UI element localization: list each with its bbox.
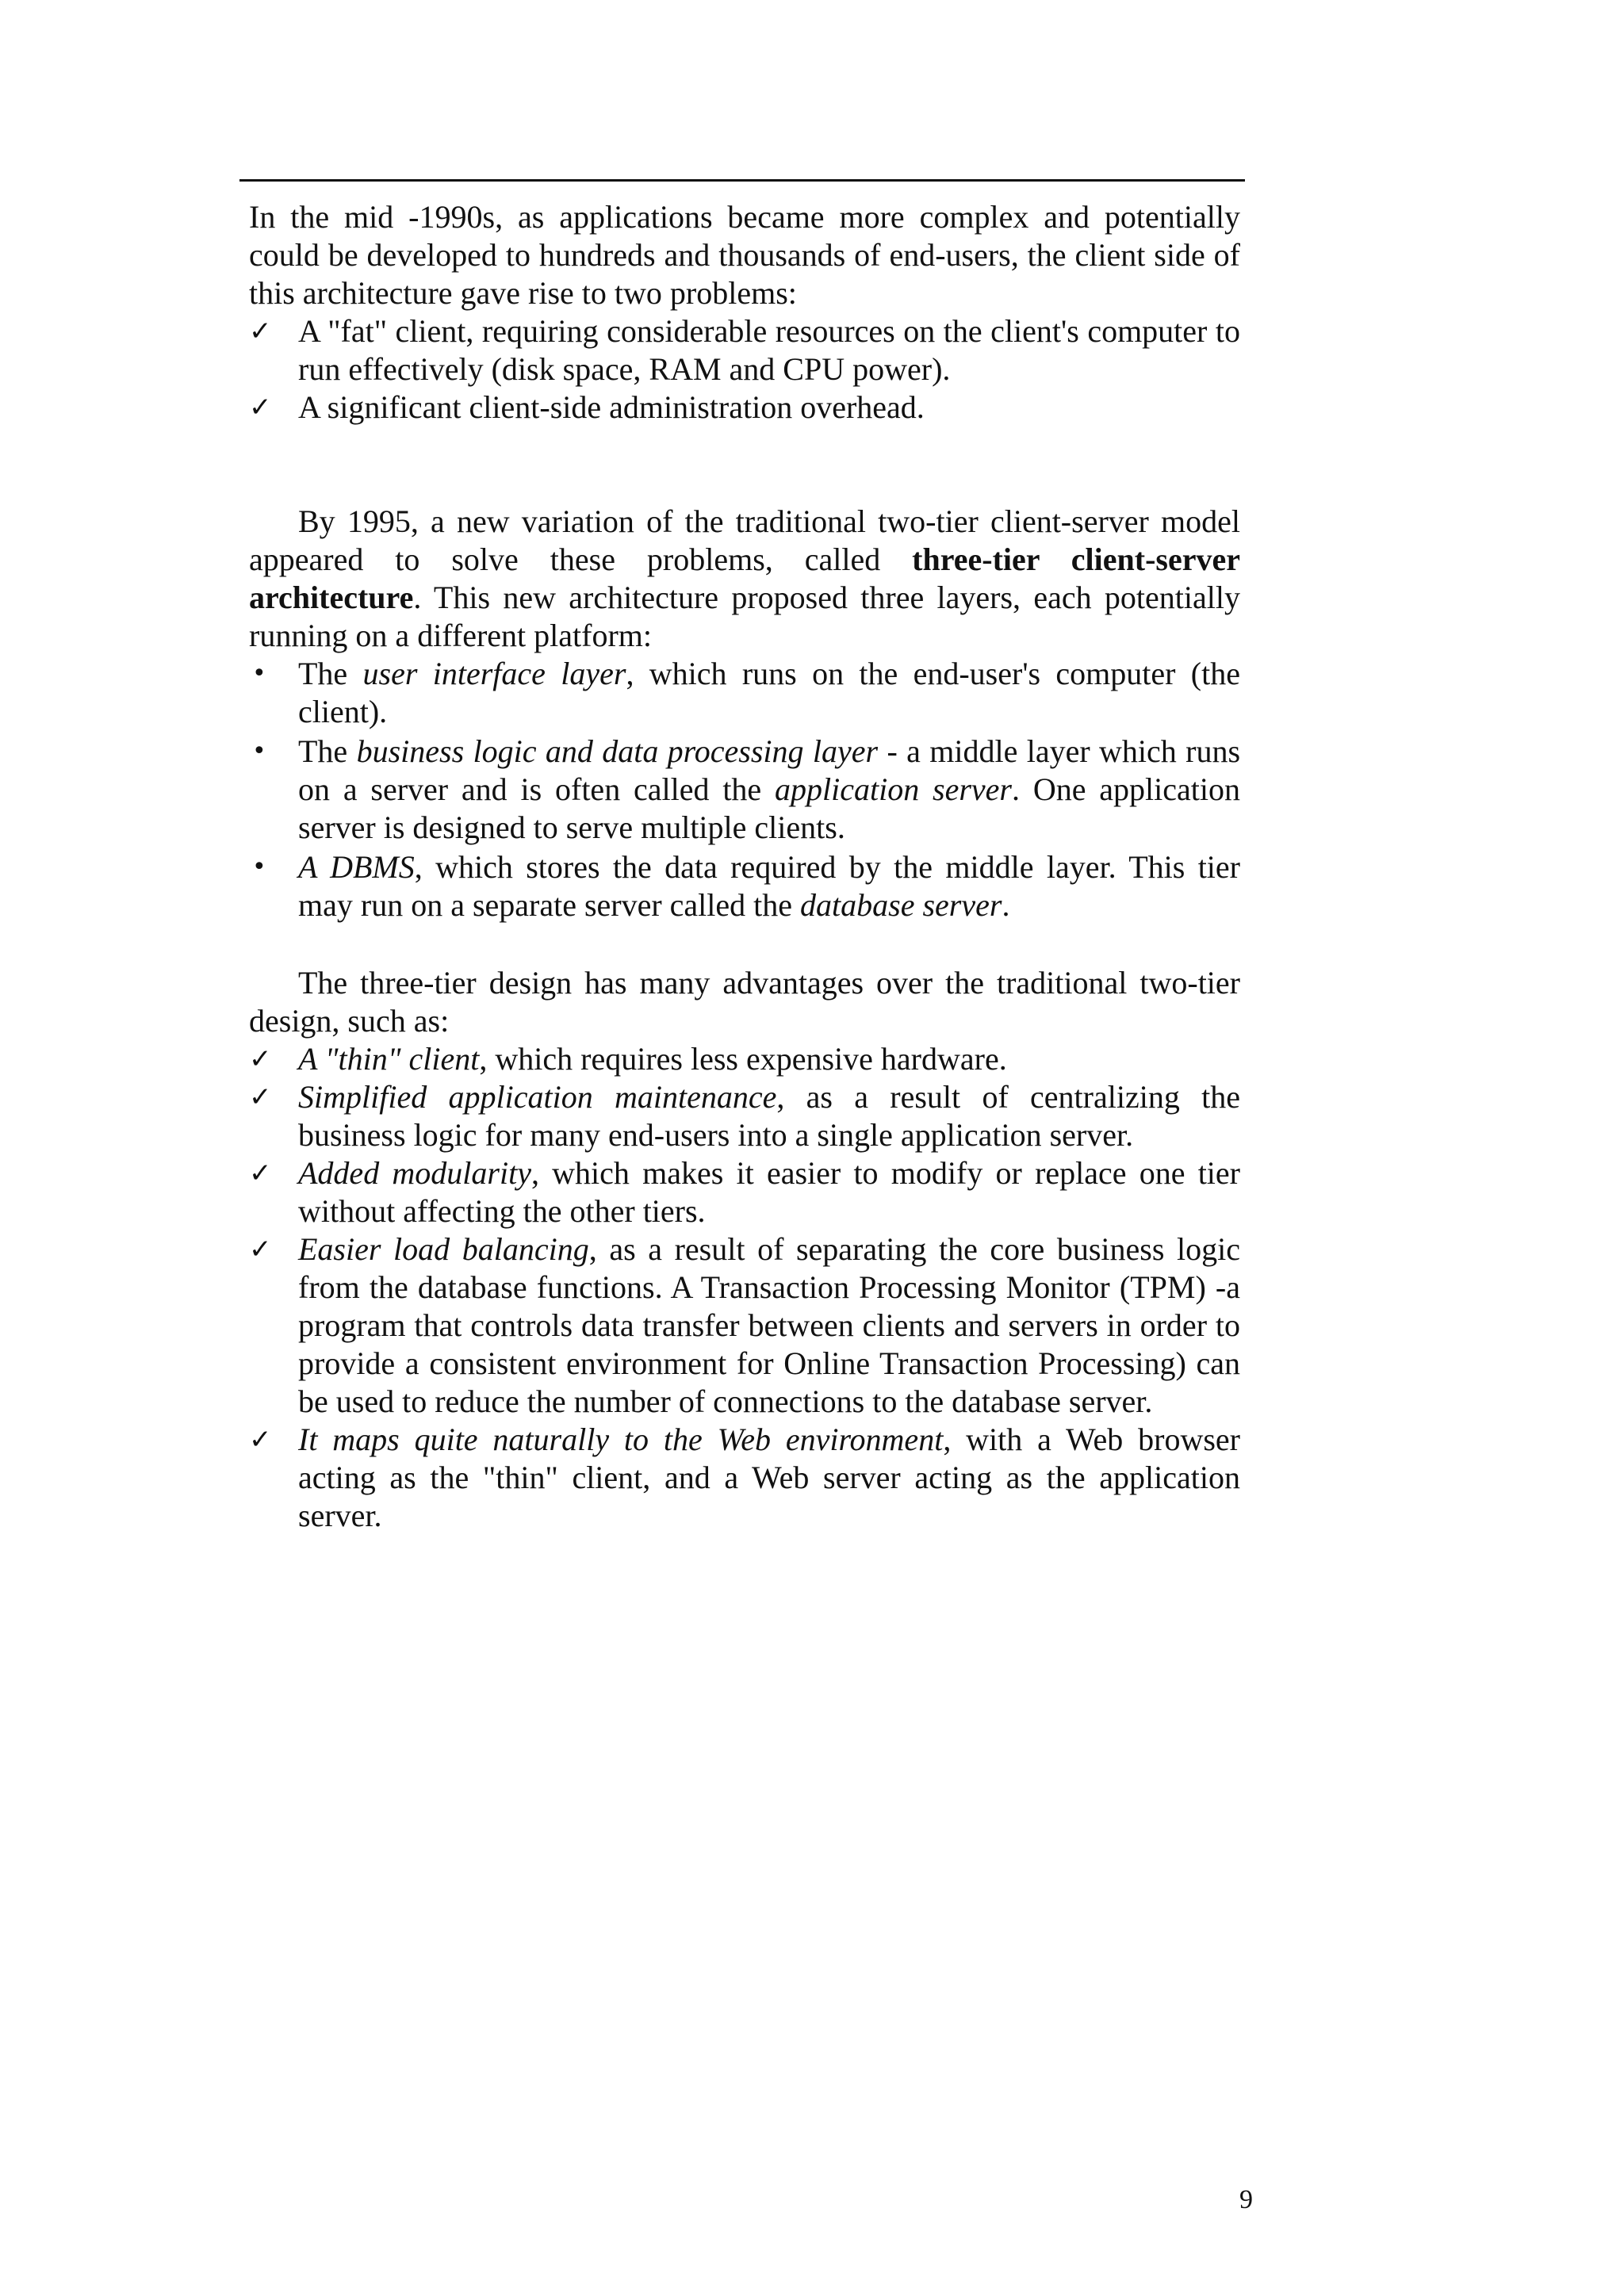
list-item [249, 655, 1240, 731]
advantages-list [249, 1040, 1240, 1535]
intro-paragraph: In the mid -1990s, as applications became more complex and potentially could be developed to hundreds and thousands of end-users, the client side of this architecture gave rise to two problems: [249, 199, 1240, 311]
spacer [249, 926, 1240, 964]
advantage-text [298, 1155, 1240, 1229]
italic-term: Added modularity [298, 1155, 531, 1191]
list-item [249, 312, 1240, 388]
page-number: 9 [1239, 2185, 1253, 2214]
three-tier-paragraph [249, 503, 1240, 655]
advantage-text [298, 1231, 1240, 1419]
problems-list [249, 312, 1240, 427]
text-run: . [1002, 887, 1010, 923]
advantage-text [298, 1041, 1007, 1077]
text-run: , which runs on the end-user's computer (the client). [298, 656, 1240, 729]
layer-text [298, 849, 1240, 923]
list-item [249, 1421, 1240, 1535]
advantages-intro: The three-tier design has many advantages over the traditional two-tier design, such as: [249, 965, 1240, 1039]
problem-text: A significant client-side administration overhead. [298, 389, 925, 425]
list-item [249, 1078, 1240, 1154]
checkmark-icon: ✓ [249, 316, 272, 347]
italic-term: business logic and data processing layer [356, 733, 879, 769]
bullet-icon: • [252, 660, 266, 687]
spacer [249, 427, 1240, 503]
bold-term: three-tier client-server architecture [249, 541, 1240, 615]
list-item [249, 1154, 1240, 1230]
text-run: , with a Web browser acting as the "thin" client, and a Web server acting as the application server. [298, 1422, 1241, 1533]
text-run: The [298, 656, 363, 691]
checkmark-icon: ✓ [249, 1158, 272, 1189]
layers-list [249, 655, 1240, 924]
advantage-text [298, 1079, 1240, 1153]
italic-term: application server [775, 771, 1013, 807]
checkmark-icon: ✓ [249, 1424, 272, 1456]
text-run: - a middle layer which runs on a server and is often called the [298, 733, 1241, 807]
checkmark-icon: ✓ [249, 392, 272, 423]
problem-text: A "fat" client, requiring considerable resources on the client's computer to run effectively (disk space, RAM and CPU power). [298, 313, 1240, 387]
italic-term: It maps quite naturally to the Web environment [298, 1422, 944, 1457]
text-run: , which requires less expensive hardware. [479, 1041, 1007, 1077]
list-item [249, 388, 1240, 427]
layer-text [298, 656, 1240, 729]
paragraph-text: . This new architecture proposed three layers, each potentially running on a different platform: [249, 580, 1240, 653]
advantage-text [298, 1422, 1240, 1533]
paragraph-text: By 1995, a new variation of the traditional two-tier client-server model appeared to solve these problems, called [249, 503, 1240, 577]
text-run: The [298, 733, 357, 769]
italic-term: A "thin" client [298, 1041, 480, 1077]
text-run: , as a result of separating the core business logic from the database functions. A Transaction Processing Monitor (TPM) -a program that controls data transfer between clients and servers in order to provide a consistent environment for Online Transaction Processing) can be used to reduce the number of connections to the database server. [298, 1231, 1240, 1419]
layer-text [298, 733, 1240, 845]
italic-term: database server [800, 887, 1002, 923]
italic-term: user interface layer [362, 656, 626, 691]
italic-term: Simplified application maintenance [298, 1079, 777, 1115]
page-content [249, 198, 1240, 1535]
bullet-icon: • [252, 853, 266, 881]
italic-term: A DBMS [298, 849, 415, 885]
checkmark-icon: ✓ [249, 1081, 272, 1113]
header-rule [239, 179, 1245, 182]
list-item [249, 733, 1240, 847]
italic-term: Easier load balancing [298, 1231, 589, 1267]
text-run: . One application server is designed to serve multiple clients. [298, 771, 1241, 845]
text-run: , which makes it easier to modify or replace one tier without affecting the other tiers. [298, 1155, 1240, 1229]
checkmark-icon: ✓ [249, 1043, 272, 1075]
bullet-icon: • [252, 737, 266, 765]
checkmark-icon: ✓ [249, 1234, 272, 1265]
list-item [249, 1040, 1240, 1078]
text-run: , as a result of centralizing the business logic for many end-users into a single application server. [298, 1079, 1240, 1153]
list-item [249, 848, 1240, 924]
list-item [249, 1230, 1240, 1421]
text-run: , which stores the data required by the middle layer. This tier may run on a separate server called the [298, 849, 1240, 923]
